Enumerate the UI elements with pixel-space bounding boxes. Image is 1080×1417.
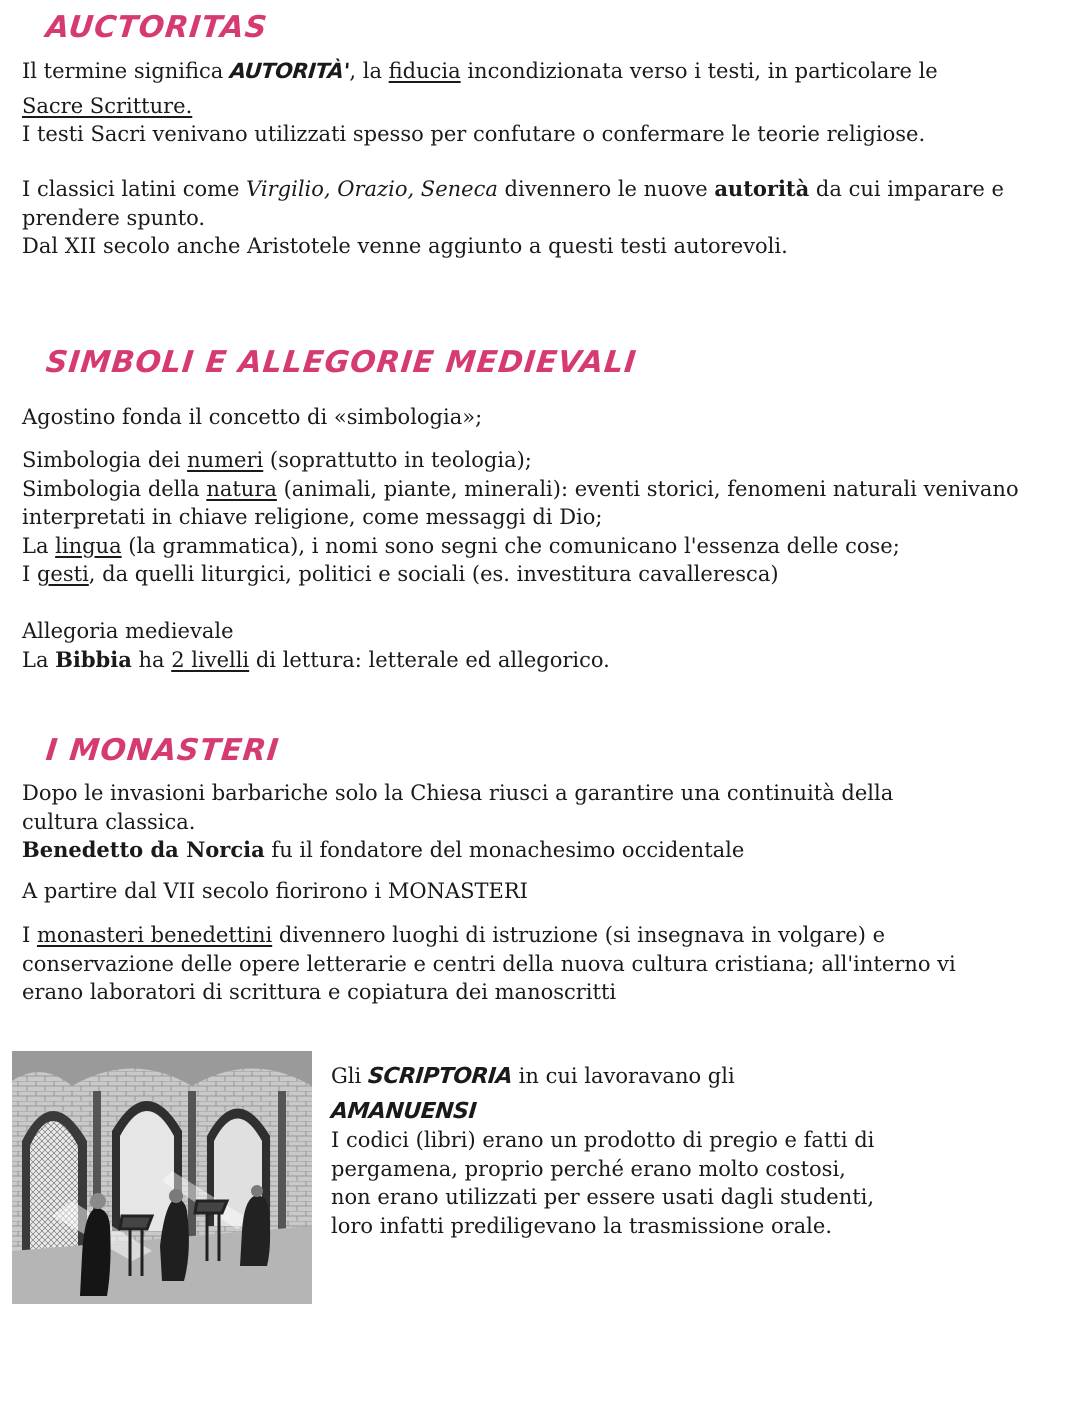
text: I classici latini come xyxy=(22,177,247,201)
text: Dal XII secolo anche Aristotele venne aggiunto a questi testi autorevoli. xyxy=(22,234,788,258)
underlined-word: lingua xyxy=(55,533,122,558)
underlined-word: 2 livelli xyxy=(171,647,250,672)
text: incondizionata verso i testi, in particolare le xyxy=(460,59,938,83)
text: (la grammatica), i nomi sono segni che comunicano l'essenza delle cose; xyxy=(121,533,900,558)
underlined-word: natura xyxy=(206,476,277,501)
paragraph-monasteri-1: Dopo le invasioni barbariche solo la Chiesa riusci a garantire una continuità della cultura classica. xyxy=(22,781,894,834)
scriptorium-drawing xyxy=(12,1051,312,1304)
handwritten-word: SCRIPTORIA xyxy=(366,1064,514,1089)
text: da cui imparare e prendere spunto. xyxy=(22,177,1004,230)
underlined-phrase: monasteri benedettini xyxy=(36,923,273,947)
text: di lettura: letterale ed allegorico. xyxy=(249,647,610,672)
text: ha xyxy=(131,647,172,672)
underlined-word: numeri xyxy=(187,448,264,472)
text: Gli xyxy=(331,1064,368,1088)
paragraph-benedetto xyxy=(22,836,1022,865)
paragraph-simbologia-intro: Agostino fonda il concetto di «simbologia»; xyxy=(22,405,483,429)
italic-names: Virgilio, Orazio, Seneca xyxy=(246,177,498,201)
paragraph-benedettini xyxy=(22,921,1012,1007)
paragraph-vii-secolo: A partire dal VII secolo fiorirono i MONASTERI xyxy=(22,879,528,903)
handwritten-word: AMANUENSI xyxy=(329,1098,478,1124)
scriptoria-caption xyxy=(331,1062,891,1240)
text: Allegoria medievale xyxy=(22,619,234,643)
text: Simbologia della xyxy=(22,476,207,501)
text: , da quelli liturgici, politici e sociali (es. investitura cavalleresca) xyxy=(88,562,779,586)
text: divennero le nuove xyxy=(497,177,715,201)
paragraph-auctoritas-2 xyxy=(22,175,1022,261)
text: I testi Sacri venivano utilizzati spesso per confutare o confermare le teorie religiose. xyxy=(22,122,926,146)
heading-auctoritas: AUCTORITAS xyxy=(44,10,270,45)
text: Simbologia dei xyxy=(22,448,188,472)
text: I xyxy=(22,923,37,947)
underlined-word: gesti xyxy=(36,562,89,586)
text: , la xyxy=(349,59,389,83)
paragraph-allegoria xyxy=(22,617,1022,674)
text: La xyxy=(22,533,56,558)
scriptorium-illustration xyxy=(12,1051,312,1304)
heading-monasteri: I MONASTERI xyxy=(44,733,281,768)
caption-text: I codici (libri) erano un prodotto di pregio e fatti di pergamena, proprio perché erano molto costosi, non erano utilizzati per essere usati dagli studenti, loro infatti prediligevano la trasmissione orale. xyxy=(331,1128,875,1238)
text: (animali, piante, minerali): eventi storici, fenomeni naturali venivano interpretati in chiave religione, come messaggi di Dio; xyxy=(22,476,1019,529)
text: (soprattutto in teologia); xyxy=(263,448,532,472)
bold-name: Benedetto da Norcia xyxy=(22,837,265,862)
underlined-word: fiducia xyxy=(388,59,461,83)
handwritten-word: AUTORITÀ' xyxy=(228,59,351,83)
bold-word: Bibbia xyxy=(55,646,132,672)
text: fu il fondatore del monachesimo occidentale xyxy=(264,838,745,862)
bold-word: autorità xyxy=(714,176,810,201)
text: in cui lavoravano gli xyxy=(512,1064,735,1088)
text: divennero luoghi di istruzione (si insegnava in volgare) e conservazione delle opere letterarie e centri della nuova cultura cristiana; all'interno vi erano laboratori di scrittura e copiatura dei manoscritti xyxy=(22,923,956,1004)
text: Il termine significa xyxy=(22,59,230,83)
paragraph-simbologia-list xyxy=(22,446,1022,589)
paragraph-auctoritas-1 xyxy=(22,57,1022,149)
text: La xyxy=(22,647,56,672)
underlined-phrase: Sacre Scritture. xyxy=(22,93,193,118)
heading-simboli: SIMBOLI E ALLEGORIE MEDIEVALI xyxy=(44,345,639,380)
text: I xyxy=(22,562,37,586)
